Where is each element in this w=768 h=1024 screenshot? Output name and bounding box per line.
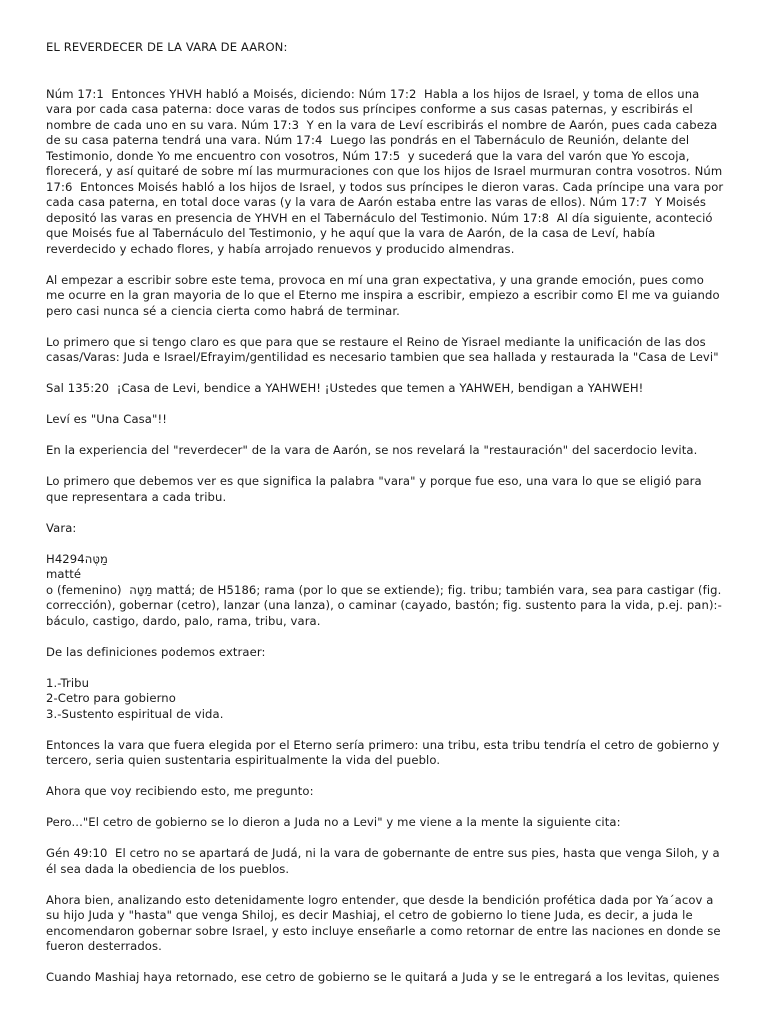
paragraph-experience: En la experiencia del "reverdecer" de la vara de Aarón, se nos revelará la "restauración" del sacerdocio levita. bbox=[46, 443, 698, 457]
strongs-definition-hebrew: מַטָּה bbox=[129, 582, 153, 597]
paragraph-restoration: Lo primero que si tengo claro es que para que se restaure el Reino de Yisrael mediante la unificación de las dos casas/Varas: Juda e Israel/Efrayim/gentilidad es necesario tambien que sea hallada y restaurada la "Casa de Levi" bbox=[46, 334, 719, 364]
definitions-intro: De las definiciones podemos extraer: bbox=[46, 644, 266, 659]
paragraph-intro: Al empezar a escribir sobre este tema, provoca en mí una gran expectativa, y una grande emoción, pues como me ocurre en la gran mayoria de lo que el Eterno me inspira a escribir, empiezo a escribir como El me va guiando pero casi nunca sé a ciencia cierta como habrá de terminar. bbox=[46, 272, 724, 318]
document-title: EL REVERDECER DE LA VARA DE AARON: bbox=[46, 40, 288, 54]
paragraph-question: Ahora que voy recibiendo esto, me pregunto: bbox=[46, 784, 314, 798]
strongs-code: H4294 bbox=[46, 551, 85, 566]
strongs-definition-prefix: o (femenino) bbox=[46, 582, 130, 597]
paragraph-chosen-vara: Entonces la vara que fuera elegida por el Eterno sería primero: una tribu, esta tribu tendría el cetro de gobierno y tercero, seria quien sustentaria espiritualmente la vida del pueblo. bbox=[46, 737, 724, 767]
paragraph-analysis: Ahora bien, analizando esto detenidamente logro entender, que desde la bendición profética dada por Ya´acov a su hijo Juda y "hasta" que venga Shiloj, es decir Mashiaj, el cetro de gobierno lo tiene Juda, es decir, a juda le encomendaron gobernar sobre Israel, y esto incluye enseñarle a como retornar de entre las naciones en donde se fueron desterrados. bbox=[46, 892, 725, 953]
list-item: 1.-Tribu bbox=[46, 675, 90, 690]
strongs-entry-code bbox=[46, 552, 726, 568]
paragraph-psalm-135: Sal 135:20 ¡Casa de Levi, bendice a YAHWEH! ¡Ustedes que temen a YAHWEH, bendigan a YAHWEH! bbox=[46, 381, 644, 395]
paragraph-genesis-49: Gén 49:10 El cetro no se apartará de Judá, ni la vara de gobernante de entre sus pies, hasta que venga Siloh, y a él sea dada la obediencia de los pueblos. bbox=[46, 846, 724, 876]
strongs-definition bbox=[46, 583, 726, 630]
strongs-translit: matté bbox=[46, 567, 82, 581]
strongs-definition-text: mattá; de H5186; rama (por lo que se extiende); fig. tribu; también vara, sea para castigar (fig. corrección), gobernar (cetro), lanzar (una lanza), o caminar (cayado, bastón; fig. sustento para la vida, p.ej. pan):- báculo, castigo, dardo, palo, rama, tribu, vara. bbox=[46, 582, 726, 628]
paragraph-cetro-juda: Pero..."El cetro de gobierno se lo dieron a Juda no a Levi" y me viene a la mente la siguiente cita: bbox=[46, 815, 621, 829]
list-item: 2-Cetro para gobierno bbox=[46, 691, 176, 705]
strongs-hebrew: מַטֶּה bbox=[84, 551, 109, 566]
paragraph-vara-meaning: Lo primero que debemos ver es que significa la palabra "vara" y porque fue eso, una vara lo que se eligió para que representara a cada tribu. bbox=[46, 474, 706, 504]
paragraph-levi-house: Leví es "Una Casa"!! bbox=[46, 412, 167, 426]
list-item: 3.-Sustento espiritual de vida. bbox=[46, 706, 224, 721]
paragraph-vara-heading: Vara: bbox=[46, 520, 77, 535]
paragraph-numbers-17: Núm 17:1 Entonces YHVH habló a Moisés, diciendo: Núm 17:2 Habla a los hijos de Israel, y toma de ellos una vara por cada casa paterna: doce varas de todos sus príncipes conforme a sus casas paternas, y escribirás el nombre de cada uno en su vara. Núm 17:3 Y en la vara de Leví escribirás el nombre de Aarón, pues cada cabeza de su casa paterna tendrá una vara. Núm 17:4 Luego las pondrás en el Tabernáculo de Reunión, delante del Testimonio, donde Yo me encuentro con vosotros, Núm 17:5 y sucederá que la vara del varón que Yo escoja, florecerá, y así quitaré de sobre mí las murmuraciones con que los hijos de Israel murmuran contra vosotros. Núm 17:6 Entonces Moisés habló a los hijos de Israel, y todos sus príncipes le dieron varas. Cada príncipe una vara por cada casa paterna, en total doce varas (y la vara de Aarón estaba entre las varas de ellos). Núm 17:7 Y Moisés depositó las varas en presencia de YHVH en el Tabernáculo del Testimonio. Núm 17:8 Al día siguiente, aconteció que Moisés fue al Tabernáculo del Testimonio, y he aquí que la vara de Aarón, de la casa de Leví, había reverdecido y echado flores, y había arrojado renuevos y producido almendras. bbox=[46, 86, 728, 256]
document-page bbox=[46, 40, 726, 1001]
paragraph-mashiaj: Cuando Mashiaj haya retornado, ese cetro de gobierno se le quitará a Juda y se le entregará a los levitas, quienes bbox=[46, 970, 720, 984]
